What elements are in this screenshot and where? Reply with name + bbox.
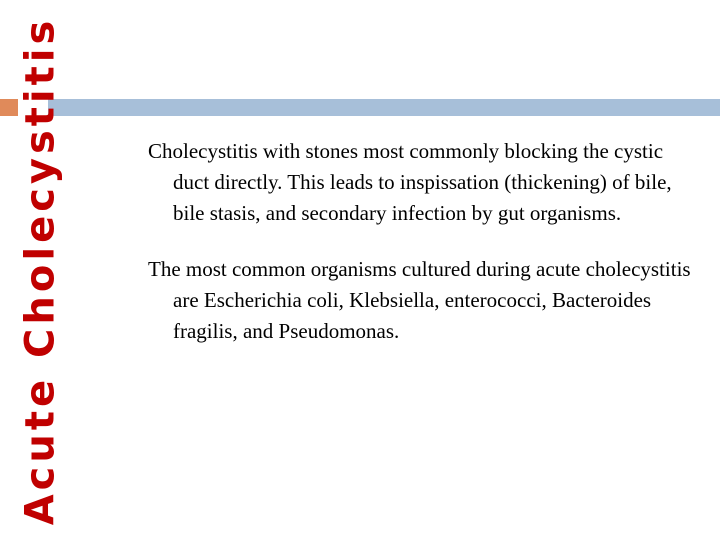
accent-bar [48, 99, 720, 116]
slide-body [148, 136, 693, 372]
slide-title: Acute Cholecystitis [17, 16, 64, 525]
body-paragraph: Cholecystitis with stones most commonly blocking the cystic duct directly. This leads to inspissation (thickening) of bile, bile stasis, and secondary infection by gut organisms. [148, 139, 672, 225]
body-paragraph: The most common organisms cultured during acute cholecystitis are Escherichia coli, Klebsiella, enterococci, Bacteroides fragilis, and Pseudomonas. [148, 257, 691, 343]
slide-title-container [12, 16, 68, 525]
